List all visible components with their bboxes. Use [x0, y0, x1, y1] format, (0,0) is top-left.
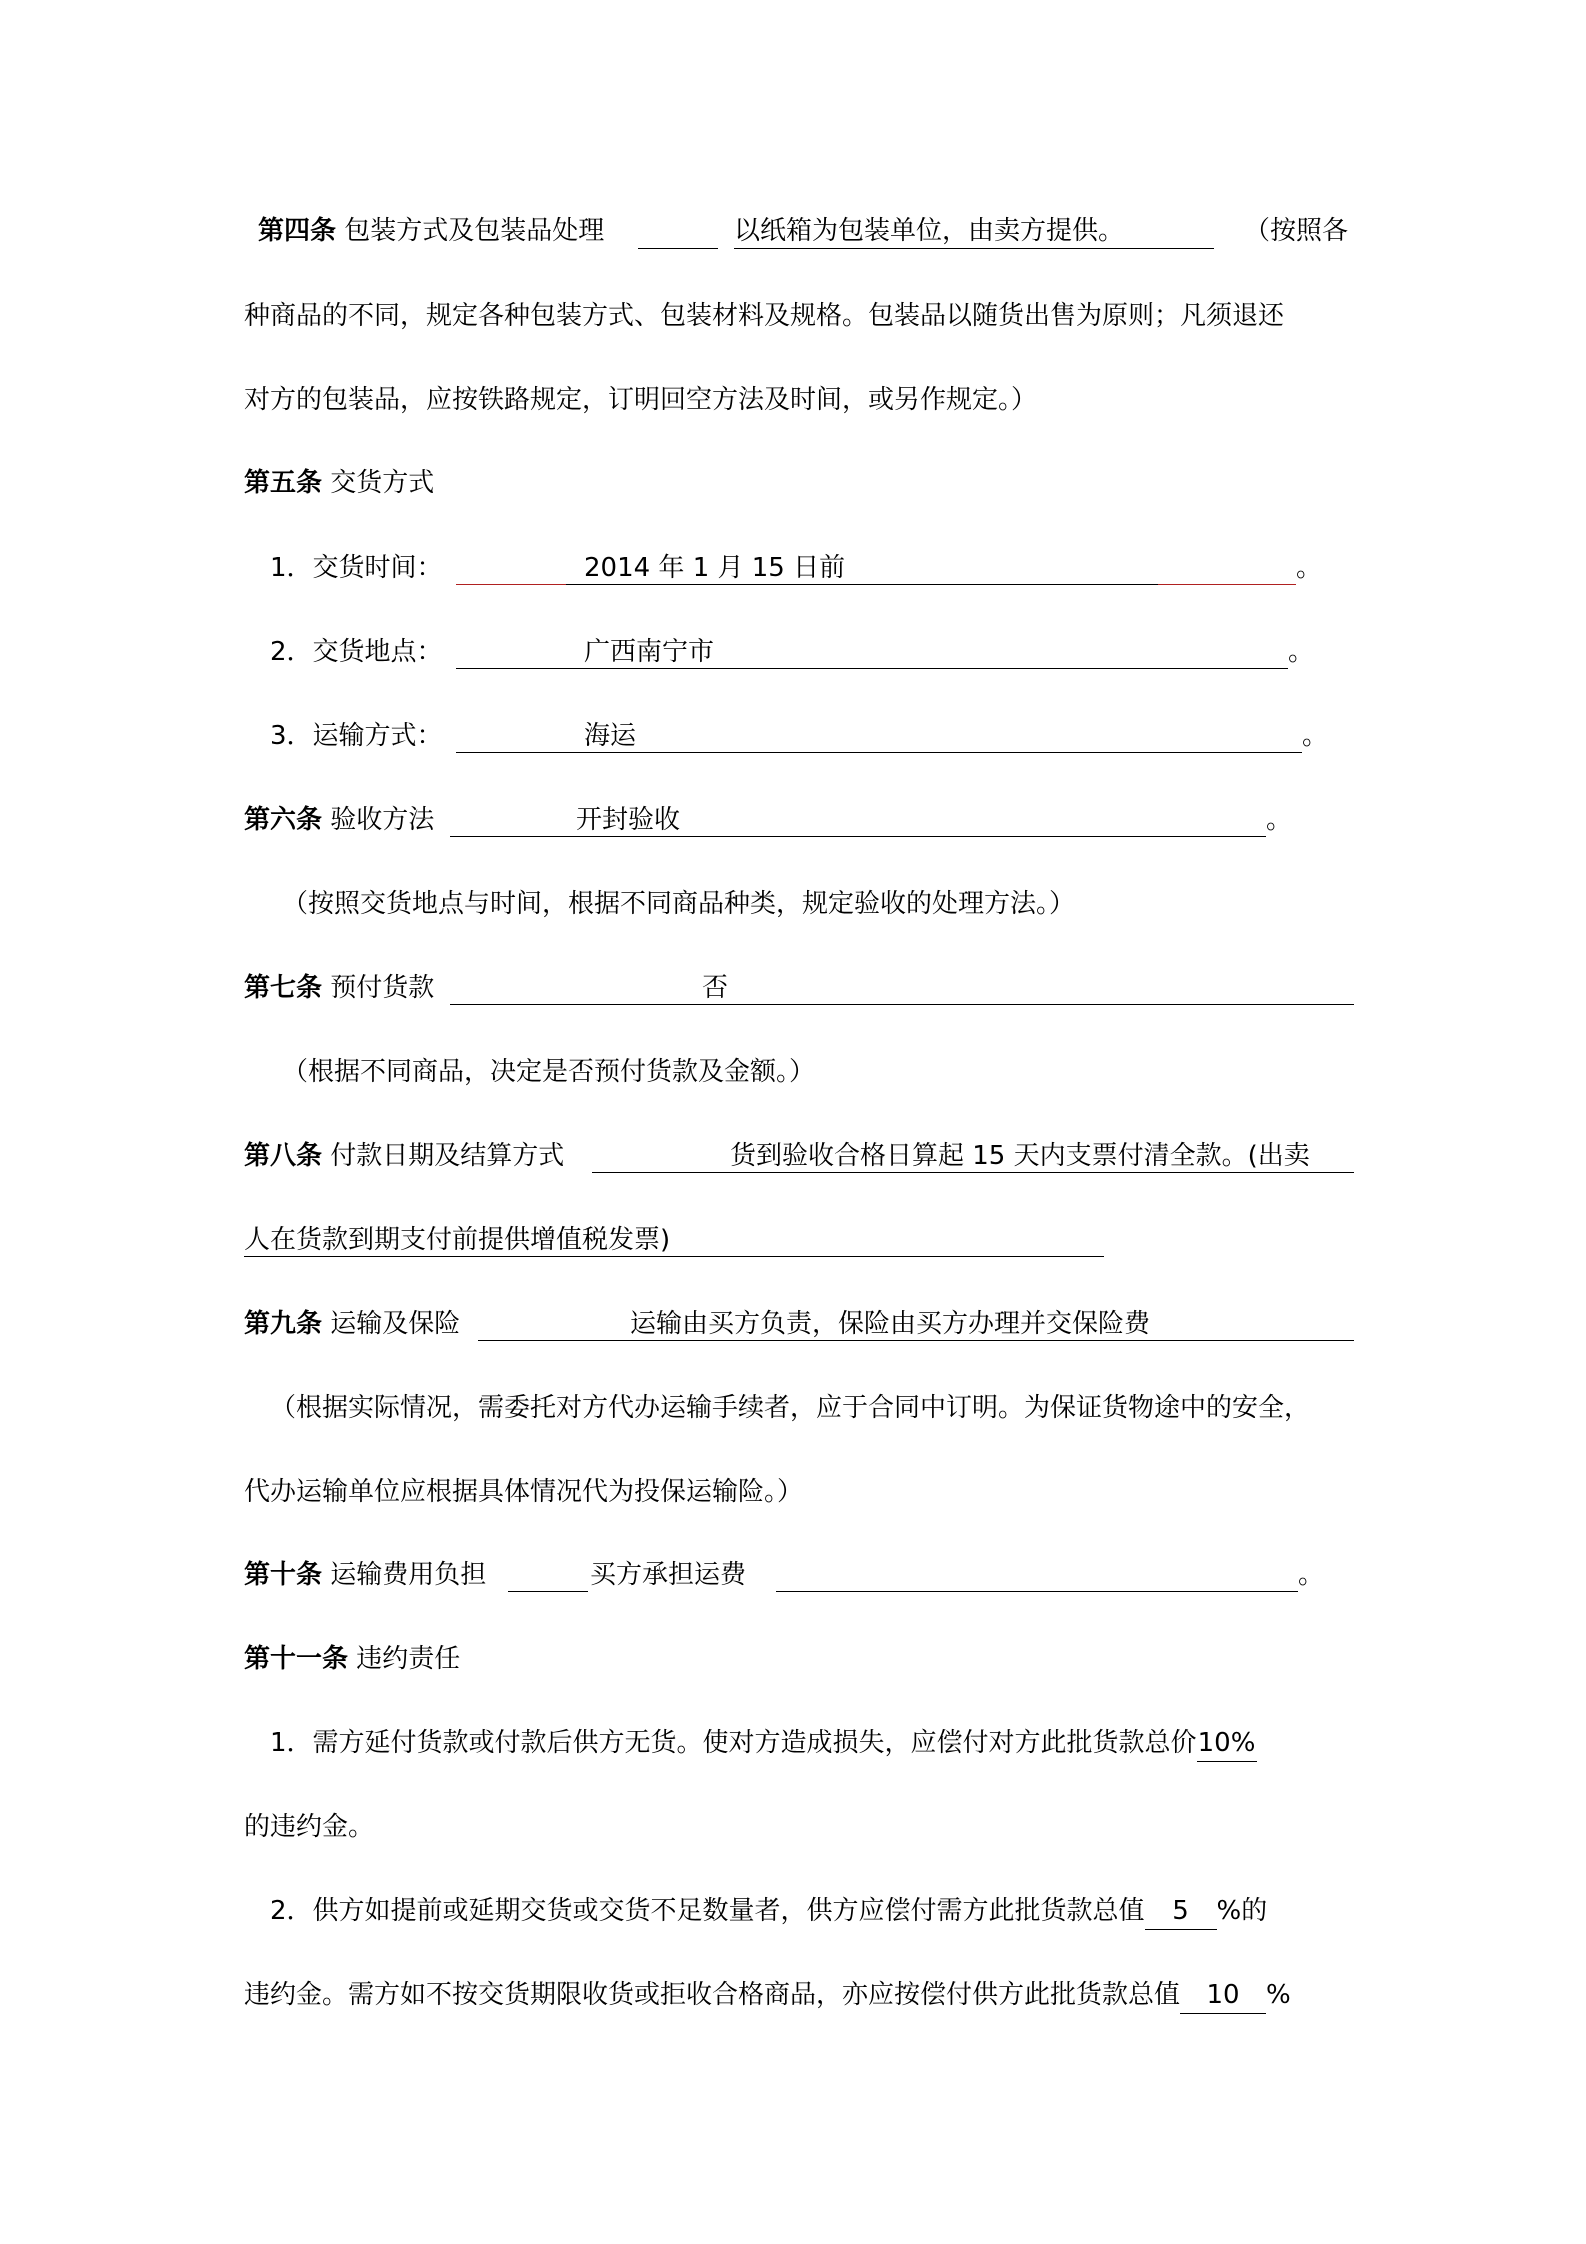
delivery-place-value: 广西南宁市	[584, 637, 715, 667]
delivery-time-blank	[456, 584, 566, 585]
article-7-underline	[450, 1004, 1354, 1005]
article-7-note: （根据不同商品，决定是否预付货款及金额。）	[282, 1057, 816, 1087]
article-9-title: 运输及保险	[330, 1309, 461, 1339]
article-5-heading: 第五条	[244, 468, 323, 498]
delivery-place-blank-end	[1150, 668, 1288, 669]
article-8-title: 付款日期及结算方式	[330, 1141, 565, 1171]
article-10-line	[244, 1555, 486, 1595]
article-4-heading: 第四条	[258, 216, 337, 246]
article-7-value: 否	[702, 973, 729, 1003]
article-4-value-underline	[734, 248, 1214, 249]
article-10-value: 买方承担运费	[590, 1560, 747, 1590]
article-9-heading: 第九条	[244, 1309, 323, 1339]
article-5-title: 交货方式	[330, 468, 435, 498]
article-6-end: 。	[1266, 805, 1293, 835]
article-10-blank-end	[1158, 1591, 1298, 1592]
delivery-place-end: 。	[1288, 637, 1315, 667]
delivery-place-underline	[566, 668, 1150, 669]
article-5-heading-line	[244, 463, 434, 503]
article-8-heading: 第八条	[244, 1141, 323, 1171]
article-10-title: 运输费用负担	[330, 1560, 487, 1590]
article-8-underline-2	[244, 1256, 1104, 1257]
article-11-item-2-end-2: %	[1266, 1980, 1291, 2010]
article-6-underline	[560, 836, 1126, 837]
transport-mode-blank-end	[1162, 752, 1302, 753]
article-11-title: 违约责任	[356, 1644, 461, 1674]
article-6-heading: 第六条	[244, 805, 323, 835]
article-11-heading-line	[244, 1639, 460, 1679]
article-11-item-2-line-1	[270, 1891, 1267, 1931]
article-9-blank	[478, 1340, 588, 1341]
article-11-item-1-line-1	[270, 1723, 1257, 1763]
article-4-note-line-1: （按照各	[1244, 216, 1349, 246]
article-7-line	[244, 968, 434, 1008]
article-10-heading: 第十条	[244, 1560, 323, 1590]
article-9-underline	[588, 1340, 1354, 1341]
delivery-time-value: 2014 年 1 月 15 日前	[584, 553, 846, 583]
article-11-item-2-end: %的	[1216, 1896, 1268, 1926]
article-4-line-1	[258, 211, 604, 251]
article-9-note-line-2: 代办运输单位应根据具体情况代为投保运输险。）	[244, 1477, 804, 1507]
article-4-value: 以纸箱为包装单位，由卖方提供。	[734, 216, 1125, 246]
article-7-heading: 第七条	[244, 973, 323, 1003]
article-4-title: 包装方式及包装品处理	[344, 216, 605, 246]
transport-mode-value: 海运	[584, 721, 637, 751]
article-8-value-line-2: 人在货款到期支付前提供增值税发票)	[244, 1225, 671, 1255]
article-6-title: 验收方法	[330, 805, 435, 835]
article-8-value-line-1: 货到验收合格日算起 15 天内支票付清全款。(出卖	[730, 1141, 1310, 1171]
article-4-note-line-3: 对方的包装品，应按铁路规定，订明回空方法及时间，或另作规定。）	[244, 385, 1038, 415]
delivery-place-blank	[456, 668, 566, 669]
article-10-underline	[776, 1591, 1158, 1592]
article-11-item-2-rate: 5	[1145, 1893, 1217, 1930]
article-6-line	[244, 800, 434, 840]
article-11-item-2-rate-2: 10	[1180, 1977, 1266, 2014]
article-10-end: 。	[1298, 1560, 1325, 1590]
delivery-place-label: 2．交货地点：	[270, 637, 443, 667]
article-6-value: 开封验收	[576, 805, 681, 835]
article-6-note: （按照交货地点与时间，根据不同商品种类，规定验收的处理方法。）	[282, 889, 1076, 919]
article-11-item-2-line-2	[244, 1975, 1291, 2015]
article-11-item-1-rate: 10%	[1197, 1725, 1257, 1762]
delivery-time-blank-end	[1158, 584, 1296, 585]
transport-mode-blank	[456, 752, 566, 753]
article-11-item-1-line-2: 的违约金。	[244, 1812, 375, 1842]
article-11-heading: 第十一条	[244, 1644, 349, 1674]
delivery-time-label: 1．交货时间：	[270, 553, 443, 583]
article-8-blank	[592, 1172, 702, 1173]
article-6-blank	[450, 836, 560, 837]
delivery-time-underline	[566, 584, 1158, 585]
article-11-item-1-text: 1．需方延付货款或付款后供方无货。使对方造成损失，应偿付对方此批货款总价	[270, 1728, 1197, 1758]
article-7-title: 预付货款	[330, 973, 435, 1003]
article-9-line	[244, 1304, 460, 1344]
article-11-item-2-text-2: 违约金。需方如不按交货期限收货或拒收合格商品，亦应按偿付供方此批货款总值	[244, 1980, 1181, 2010]
article-6-blank-end	[1126, 836, 1266, 837]
article-9-note-line-1: （根据实际情况，需委托对方代办运输手续者，应于合同中订明。为保证货物途中的安全，	[270, 1393, 1311, 1423]
article-8-underline-1	[702, 1172, 1354, 1173]
article-11-item-2-text: 2．供方如提前或延期交货或交货不足数量者，供方应偿付需方此批货款总值	[270, 1896, 1145, 1926]
article-4-note-line-2: 种商品的不同，规定各种包装方式、包装材料及规格。包装品以随货出售为原则；凡须退还	[244, 301, 1285, 331]
article-8-line	[244, 1136, 564, 1176]
article-9-value: 运输由买方负责，保险由买方办理并交保险费	[630, 1309, 1151, 1339]
delivery-time-end: 。	[1296, 553, 1323, 583]
article-10-blank	[508, 1591, 588, 1592]
article-4-blank	[638, 248, 718, 249]
transport-mode-end: 。	[1302, 721, 1329, 751]
transport-mode-label: 3．运输方式：	[270, 721, 443, 751]
transport-mode-underline	[566, 752, 1162, 753]
